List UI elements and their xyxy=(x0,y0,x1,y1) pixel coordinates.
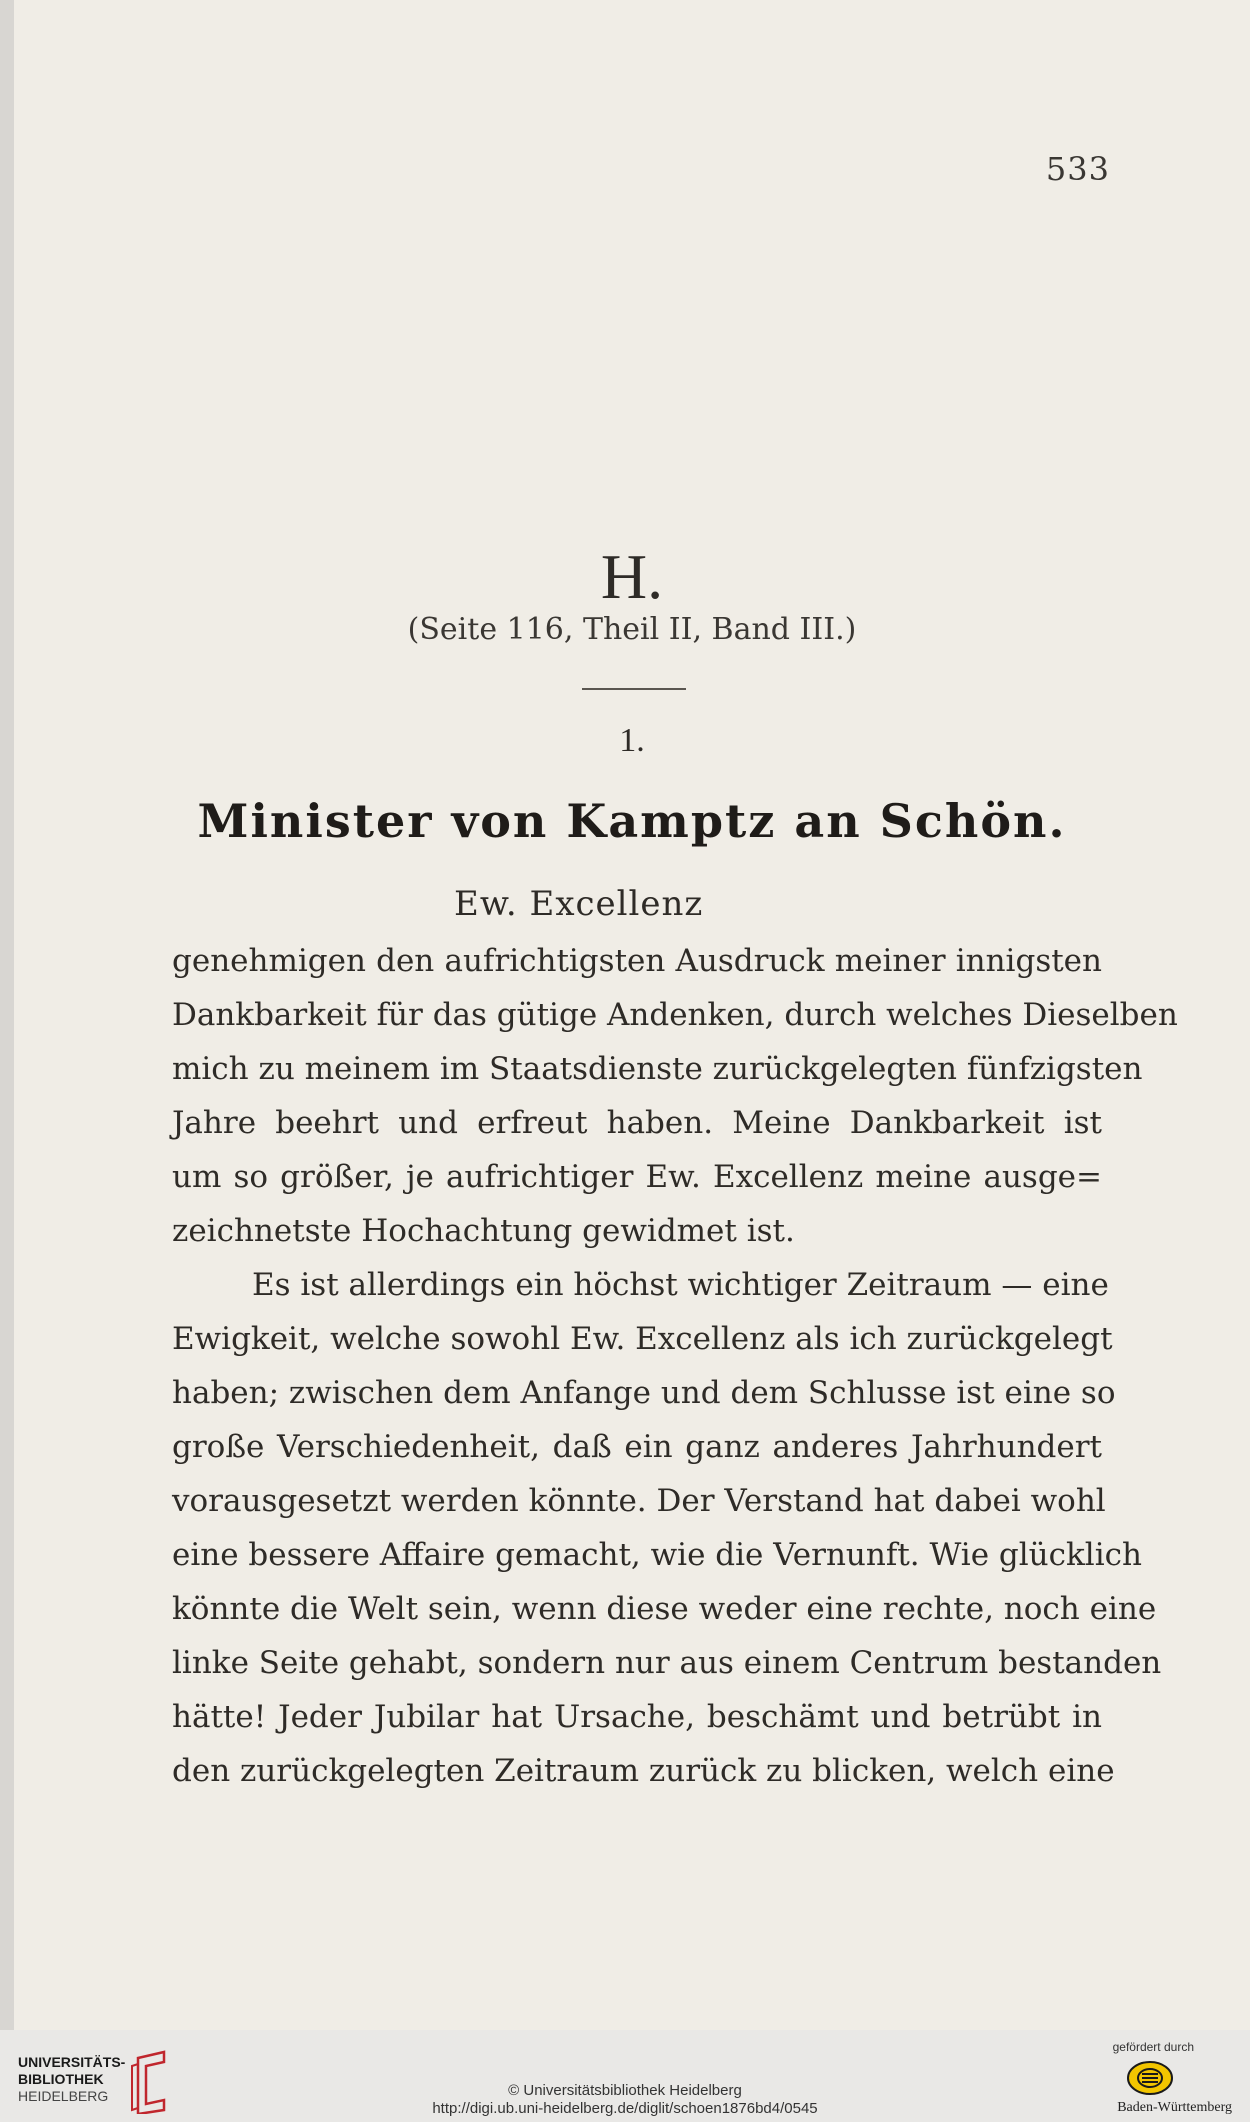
funder-label: Baden-Württemberg xyxy=(1117,2100,1232,2115)
text-line: vorausgesetzt werden könnte. Der Verstand hat dabei wohl xyxy=(172,1483,1106,1519)
text-line: große Verschiedenheit, daß ein ganz anderes Jahrhundert xyxy=(172,1429,1102,1465)
copyright-notice: © Universitätsbibliothek Heidelberg xyxy=(508,2082,742,2099)
text-line: Es ist allerdings ein höchst wichtiger Zeitraum — eine xyxy=(252,1267,1109,1303)
text-line: haben; zwischen dem Anfange und dem Schlusse ist eine so xyxy=(172,1375,1116,1411)
text-line: Ewigkeit, welche sowohl Ew. Excellenz als ich zurückgelegt xyxy=(172,1321,1113,1357)
page-number: 533 xyxy=(1045,150,1110,188)
baden-wuerttemberg-emblem-icon[interactable] xyxy=(1126,2060,1174,2096)
item-number: 1. xyxy=(619,722,645,759)
footer-bar xyxy=(0,2030,1250,2122)
text-line: eine bessere Affaire gemacht, wie die Vernunft. Wie glücklich xyxy=(172,1537,1142,1573)
divider-rule xyxy=(582,688,686,690)
text-line: um so größer, je aufrichtiger Ew. Excellenz meine ausge= xyxy=(172,1159,1102,1195)
section-reference: (Seite 116, Theil II, Band III.) xyxy=(407,612,857,647)
text-line: mich zu meinem im Staatsdienste zurückgelegten fünfzigsten xyxy=(172,1051,1143,1087)
text-line: linke Seite gehabt, sondern nur aus einem Centrum bestanden xyxy=(172,1645,1162,1681)
library-name-line1: UNIVERSITÄTS- xyxy=(18,2054,126,2070)
library-name-line2: BIBLIOTHEK xyxy=(18,2071,104,2087)
text-line: den zurückgelegten Zeitraum zurück zu blicken, welch eine xyxy=(172,1753,1115,1789)
text-line: hätte! Jeder Jubilar hat Ursache, beschämt und betrübt in xyxy=(172,1699,1102,1735)
letter-heading: Minister von Kamptz an Schön. xyxy=(197,794,1067,848)
text-line: genehmigen den aufrichtigsten Ausdruck meiner innigsten xyxy=(172,943,1102,979)
funded-by-label: gefördert durch xyxy=(1112,2040,1194,2054)
text-line: Jahre beehrt und erfreut haben. Meine Dankbarkeit ist xyxy=(172,1105,1102,1141)
salutation: Ew. Excellenz xyxy=(454,884,704,924)
text-line: Dankbarkeit für das gütige Andenken, durch welches Dieselben xyxy=(172,997,1178,1033)
permalink-url[interactable]: http://digi.ub.uni-heidelberg.de/diglit/schoen1876bd4/0545 xyxy=(432,2100,818,2117)
library-name-line3: HEIDELBERG xyxy=(18,2088,109,2104)
scanned-page xyxy=(14,0,1250,2030)
section-letter: H. xyxy=(600,541,664,612)
page-edge xyxy=(0,0,14,2030)
text-line: zeichnetste Hochachtung gewidmet ist. xyxy=(172,1213,795,1249)
text-line: könnte die Welt sein, wenn diese weder eine rechte, noch eine xyxy=(172,1591,1157,1627)
body-text xyxy=(172,934,1178,1798)
